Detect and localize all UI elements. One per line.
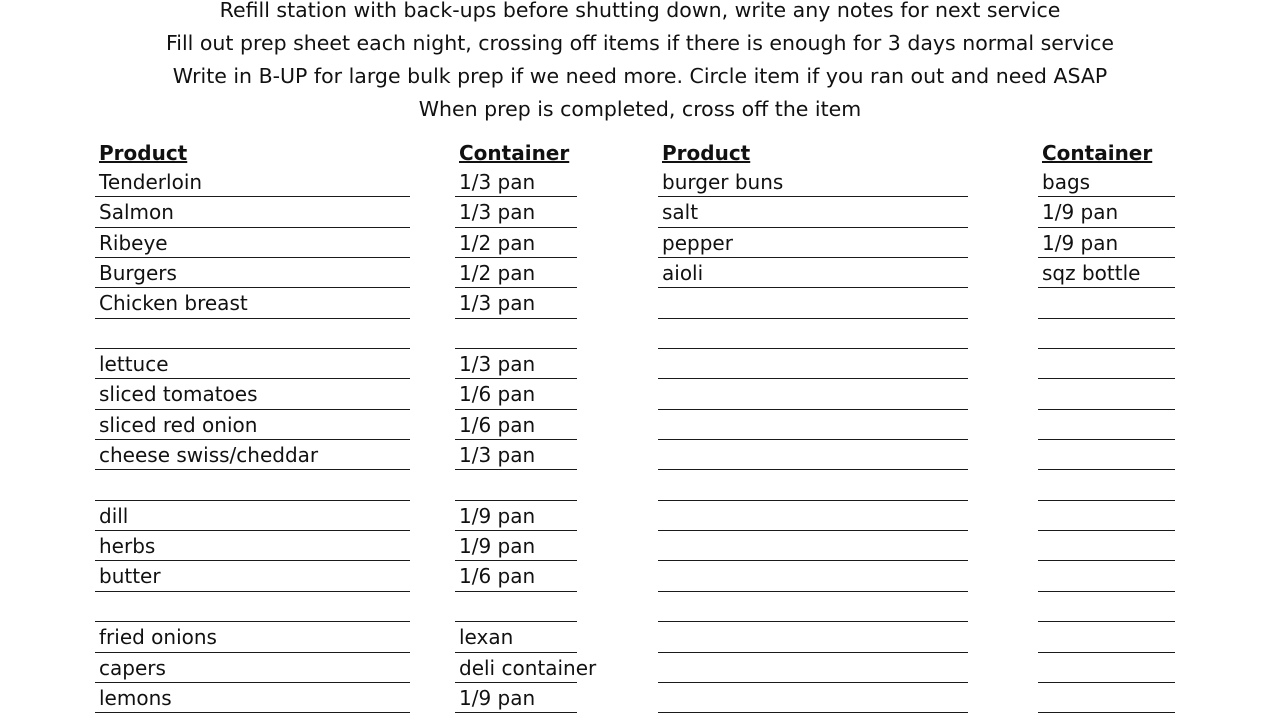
left-table-container-cell: 1/3 pan	[455, 349, 577, 379]
left-table-product-cell	[95, 592, 410, 622]
left-table-product-cell: sliced red onion	[95, 410, 410, 440]
right-table-container-cell	[1038, 501, 1175, 531]
right-table-product-cell	[658, 683, 968, 713]
left-table-container-cell: deli container	[455, 653, 577, 683]
left-table-container-cell: 1/9 pan	[455, 683, 577, 713]
right-table-container-cell	[1038, 379, 1175, 409]
right-product-header: Product	[662, 141, 751, 165]
left-product-header: Product	[99, 141, 188, 165]
left-table-container-cell	[455, 592, 577, 622]
right-table-container-cell	[1038, 653, 1175, 683]
left-table-container-cell: 1/6 pan	[455, 410, 577, 440]
right-table-container-cell	[1038, 683, 1175, 713]
left-table-product-cell: fried onions	[95, 622, 410, 652]
right-table-product-cell	[658, 288, 968, 318]
left-table-container-cell: 1/3 pan	[455, 197, 577, 227]
right-table-container-cell	[1038, 561, 1175, 591]
left-table-product-cell: dill	[95, 501, 410, 531]
left-container-header: Container	[459, 141, 570, 165]
right-table-container-cell: bags	[1038, 167, 1175, 197]
left-table-product-cell: Chicken breast	[95, 288, 410, 318]
right-table-container-cell	[1038, 288, 1175, 318]
right-container-column	[1038, 138, 1175, 713]
left-table-product-cell	[95, 470, 410, 500]
right-table-product-cell	[658, 592, 968, 622]
left-product-column	[95, 138, 410, 713]
left-table-product-cell: butter	[95, 561, 410, 591]
left-table-container-cell: 1/3 pan	[455, 288, 577, 318]
instructions	[0, 0, 1280, 126]
right-table-product-cell	[658, 622, 968, 652]
right-table-product-cell	[658, 349, 968, 379]
right-table-product-cell	[658, 440, 968, 470]
right-table-container-cell	[1038, 470, 1175, 500]
right-table-product-cell	[658, 379, 968, 409]
left-table-container-cell: 1/9 pan	[455, 531, 577, 561]
right-product-column	[658, 138, 968, 713]
left-table-container-cell: 1/9 pan	[455, 501, 577, 531]
right-table-product-cell	[658, 531, 968, 561]
instruction-line: Refill station with back-ups before shutting down, write any notes for next service	[219, 0, 1061, 22]
right-table-product-cell	[658, 653, 968, 683]
right-table-product-cell	[658, 410, 968, 440]
left-table-product-cell	[95, 319, 410, 349]
right-table-container-cell	[1038, 440, 1175, 470]
left-table-product-cell: lettuce	[95, 349, 410, 379]
right-table-product-cell	[658, 470, 968, 500]
right-table-container-cell	[1038, 319, 1175, 349]
right-table-product-cell: salt	[658, 197, 968, 227]
right-table-product-cell: burger buns	[658, 167, 968, 197]
right-table-container-cell	[1038, 410, 1175, 440]
right-table-container-cell	[1038, 622, 1175, 652]
left-table-product-cell: Ribeye	[95, 228, 410, 258]
left-table-product-cell: capers	[95, 653, 410, 683]
left-table-product-cell: herbs	[95, 531, 410, 561]
right-table-container-cell: 1/9 pan	[1038, 228, 1175, 258]
right-table-product-cell: pepper	[658, 228, 968, 258]
right-table-container-cell	[1038, 349, 1175, 379]
left-table-product-cell: Salmon	[95, 197, 410, 227]
left-table-product-cell: Tenderloin	[95, 167, 410, 197]
right-table-container-cell	[1038, 531, 1175, 561]
left-table-container-cell: 1/6 pan	[455, 561, 577, 591]
left-table-product-cell: sliced tomatoes	[95, 379, 410, 409]
instruction-line: Fill out prep sheet each night, crossing off items if there is enough for 3 days normal service	[165, 31, 1115, 55]
instruction-line: When prep is completed, cross off the item	[418, 97, 862, 121]
right-table-product-cell	[658, 319, 968, 349]
left-table-container-cell: 1/2 pan	[455, 228, 577, 258]
left-table-product-cell: cheese swiss/cheddar	[95, 440, 410, 470]
right-table-container-cell: sqz bottle	[1038, 258, 1175, 288]
left-table-product-cell: Burgers	[95, 258, 410, 288]
instruction-line: Write in B-UP for large bulk prep if we need more. Circle item if you ran out and need ASAP	[172, 64, 1108, 88]
right-table-container-cell: 1/9 pan	[1038, 197, 1175, 227]
right-table-product-cell: aioli	[658, 258, 968, 288]
left-table-container-cell: 1/2 pan	[455, 258, 577, 288]
left-table-container-cell	[455, 470, 577, 500]
left-table-container-cell: lexan	[455, 622, 577, 652]
left-table-container-cell	[455, 319, 577, 349]
right-container-header: Container	[1042, 141, 1153, 165]
left-container-column	[455, 138, 597, 713]
right-table-product-cell	[658, 561, 968, 591]
left-table-container-cell: 1/3 pan	[455, 440, 577, 470]
right-table-product-cell	[658, 501, 968, 531]
left-table-product-cell: lemons	[95, 683, 410, 713]
right-table-container-cell	[1038, 592, 1175, 622]
left-table-container-cell: 1/3 pan	[455, 167, 577, 197]
left-table-container-cell: 1/6 pan	[455, 379, 577, 409]
